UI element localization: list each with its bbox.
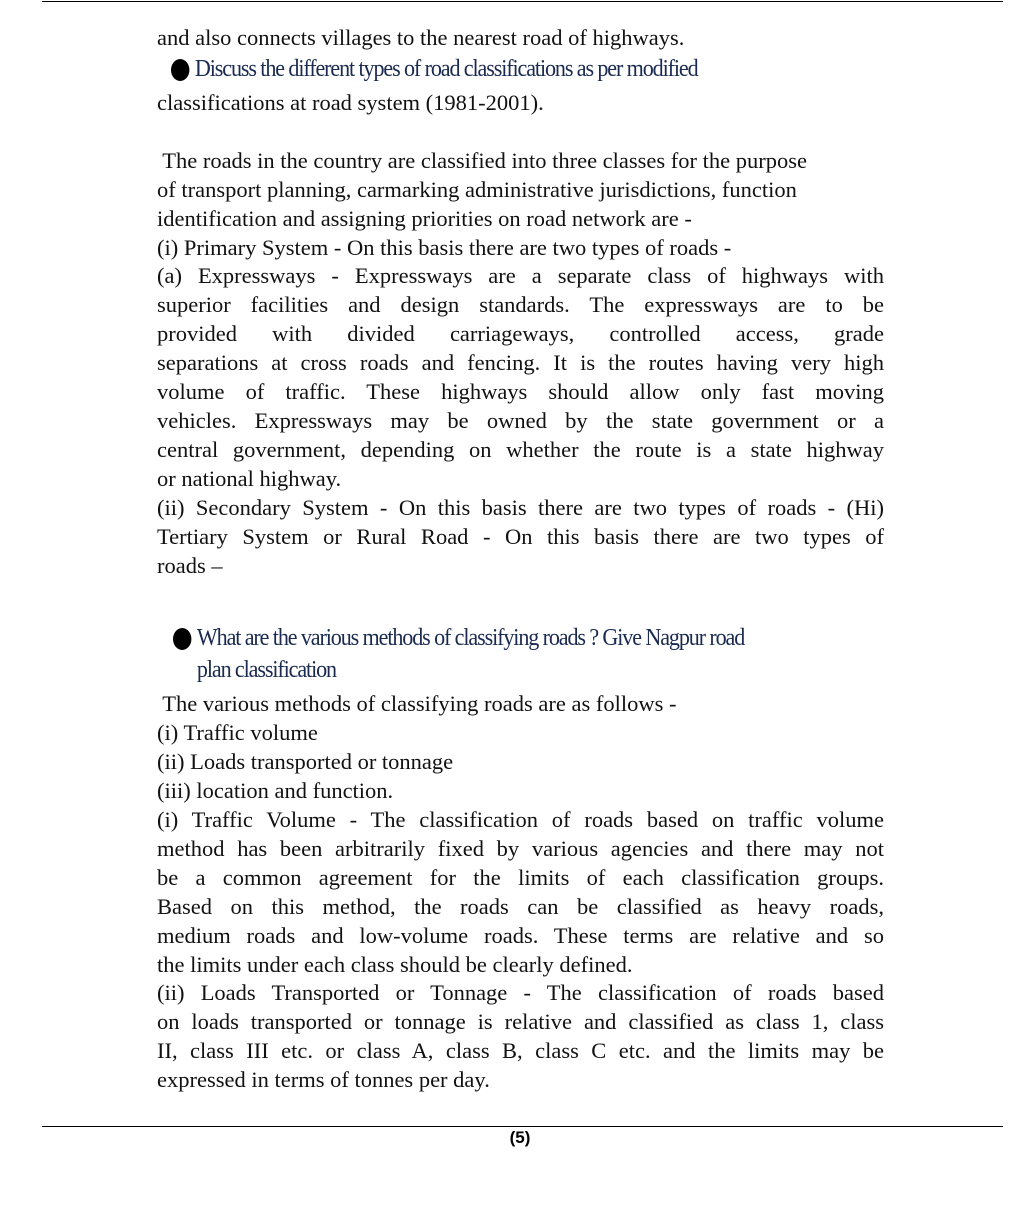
question-1-continuation: classifications at road system (1981-2001). (157, 89, 544, 115)
paragraph-line: superior facilities and design standards. The expressways are to be (157, 292, 884, 318)
question-1-text: Discuss the different types of road classifications as per modified (194, 55, 698, 82)
paragraph-line: Based on this method, the roads can be classified as heavy roads, (157, 893, 884, 919)
question-heading-2 (173, 622, 817, 686)
paragraph-line: The roads in the country are classified into three classes for the purpose (157, 147, 807, 173)
paragraph-line: separations at cross roads and fencing. It is the routes having very high (157, 350, 884, 376)
paragraph-line: The various methods of classifying roads are as follows - (157, 691, 677, 717)
paragraph-line: (iii) location and function. (157, 778, 394, 804)
question-2-line-1: What are the various methods of classifying roads ? Give Nagpur road (196, 625, 745, 652)
bottom-rule (42, 1126, 1003, 1127)
paragraph-line: (i) Primary System - On this basis there are two types of roads - (157, 234, 732, 260)
paragraph-line: (ii) Secondary System - On this basis there are two types of roads - (Hi) (157, 494, 884, 520)
answer-2 (157, 690, 884, 1095)
answer-1 (157, 147, 884, 581)
paragraph-line: the limits under each class should be clearly defined. (157, 951, 633, 977)
paragraph-line: vehicles. Expressways may be owned by the state government or a (157, 407, 884, 433)
paragraph-line: medium roads and low-volume roads. These terms are relative and so (157, 922, 884, 948)
paragraph-line: (a) Expressways - Expressways are a separate class of highways with (157, 263, 884, 289)
question-2-text (197, 622, 744, 686)
bullet-icon (171, 59, 189, 81)
paragraph-line: Tertiary System or Rural Road - On this basis there are two types of (157, 523, 884, 549)
paragraph-line: expressed in terms of tonnes per day. (157, 1067, 490, 1093)
paragraph-line: II, class III etc. or class A, class B, class C etc. and the limits may be (157, 1038, 884, 1064)
page-body (157, 24, 884, 1095)
paragraph-line: central government, depending on whether the route is a state highway (157, 436, 884, 462)
question-2-line-2: plan classification (196, 657, 336, 684)
paragraph-line: (ii) Loads Transported or Tonnage - The classification of roads based (157, 980, 884, 1006)
paragraph-line: (i) Traffic Volume - The classification of roads based on traffic volume (157, 807, 884, 833)
paragraph-line: on loads transported or tonnage is relative and classified as class 1, class (157, 1009, 884, 1035)
paragraph-line: method has been arbitrarily fixed by various agencies and there may not (157, 835, 884, 861)
bullet-icon (173, 628, 191, 650)
intro-line: and also connects villages to the nearest road of highways. (157, 25, 685, 50)
paragraph-line: (i) Traffic volume (157, 720, 318, 746)
top-rule (42, 1, 1003, 2)
paragraph-line: volume of traffic. These highways should allow only fast moving (157, 379, 884, 405)
question-heading-1 (171, 53, 769, 85)
paragraph-line: or national highway. (157, 465, 342, 491)
paragraph-line: of transport planning, carmarking administrative jurisdictions, function (157, 176, 797, 202)
paragraph-line: roads – (157, 552, 223, 578)
paragraph-line: provided with divided carriageways, controlled access, grade (157, 321, 884, 347)
paragraph-line: be a common agreement for the limits of each classification groups. (157, 864, 884, 890)
page-number: (5) (509, 1128, 531, 1147)
paragraph-line: identification and assigning priorities on road network are - (157, 205, 692, 231)
paragraph-line: (ii) Loads transported or tonnage (157, 749, 454, 775)
